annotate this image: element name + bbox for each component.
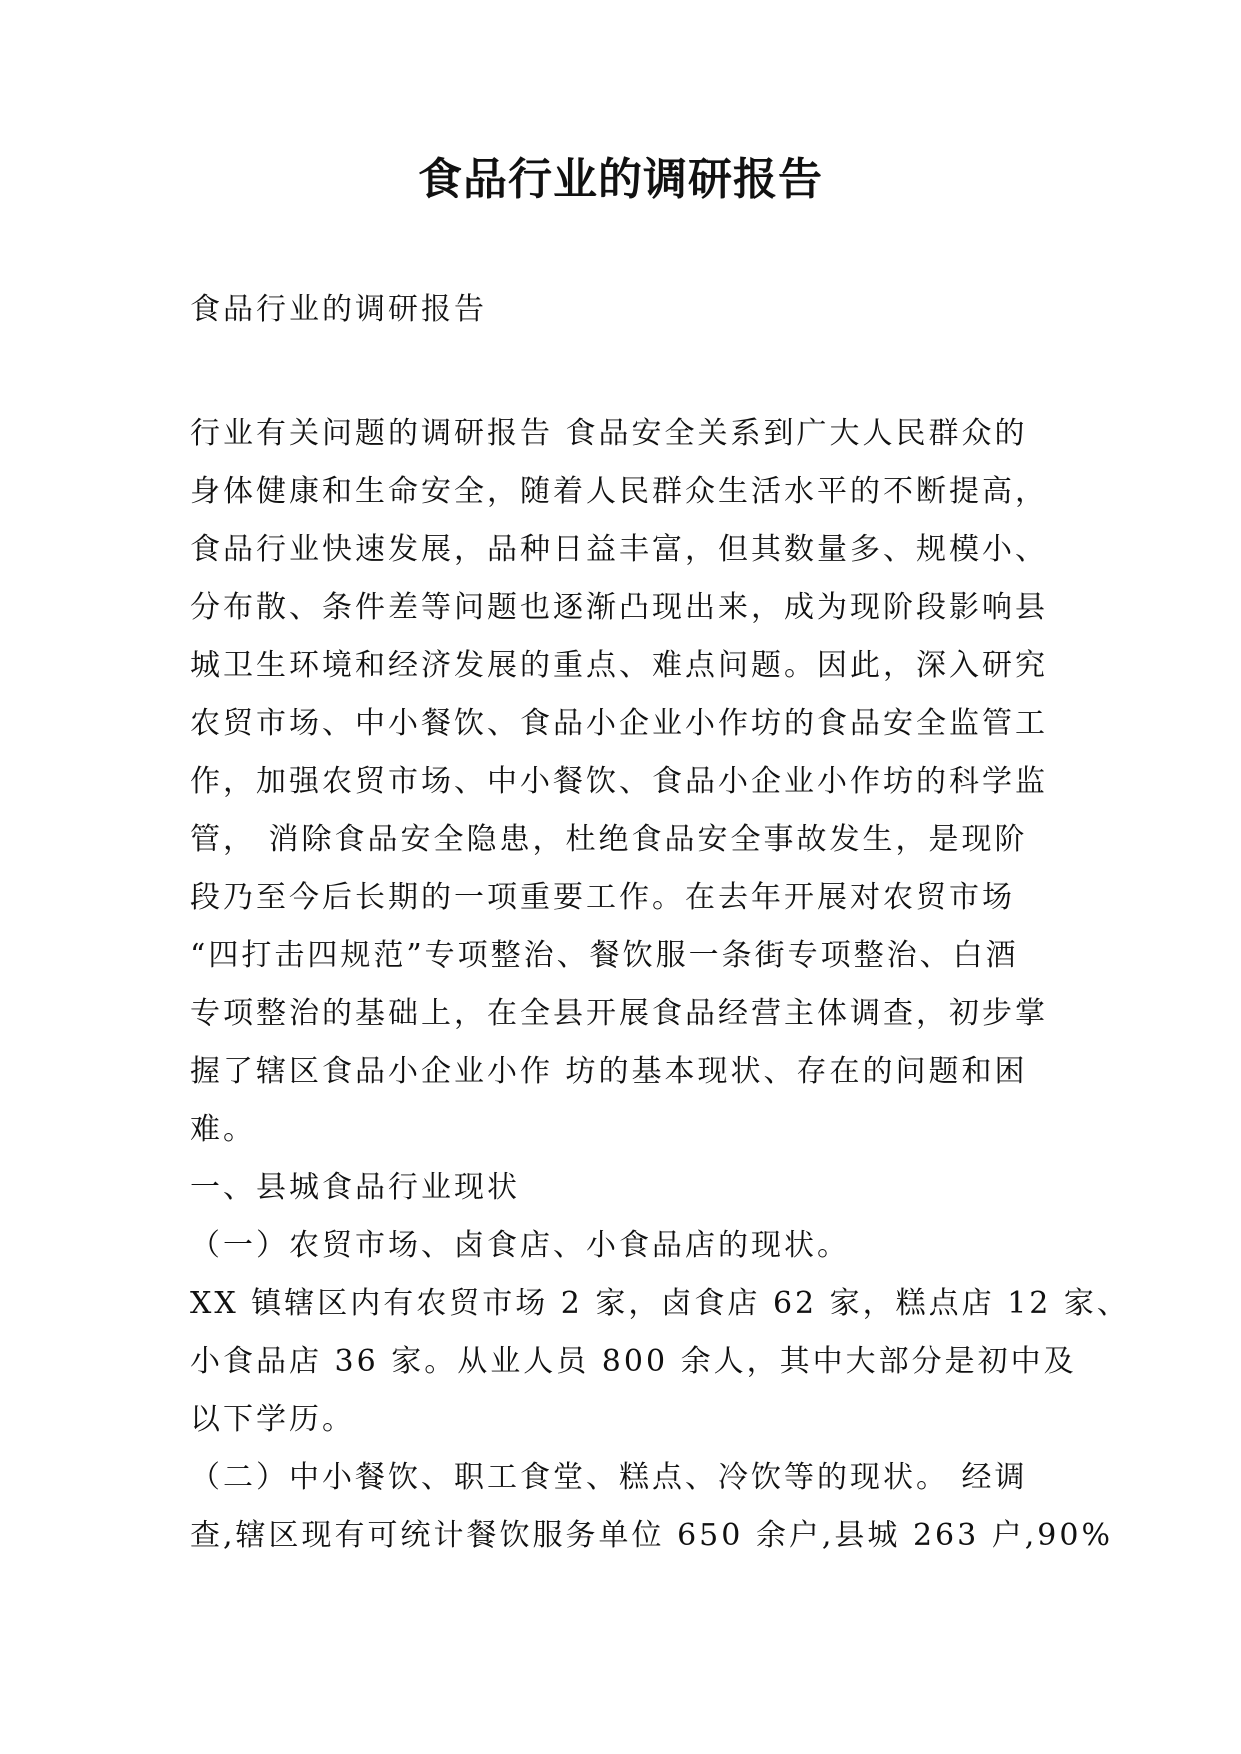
body-line: 专项整治的基础上，在全县开展食品经营主体调查，初步掌: [190, 996, 1048, 1031]
body-line: 握了辖区食品小企业小作 坊的基本现状、存在的问题和困: [190, 1054, 1028, 1089]
document-body: [190, 405, 1130, 1565]
body-line: XX 镇辖区内有农贸市场 2 家，卤食店 62 家，糕点店 12 家、: [190, 1286, 1130, 1321]
document-title: 食品行业的调研报告: [418, 154, 823, 205]
subsection-heading: （一）农贸市场、卤食店、小食品店的现状。: [190, 1228, 850, 1263]
body-line: 以下学历。: [190, 1402, 355, 1437]
body-line: 查,辖区现有可统计餐饮服务单位 650 余户,县城 263 户,90%: [190, 1518, 1113, 1553]
body-line: “四打击四规范”专项整治、餐饮服一条街专项整治、白酒: [190, 938, 1019, 973]
body-line: 管， 消除食品安全隐患，杜绝食品安全事故发生，是现阶: [190, 822, 1028, 857]
body-line: 行业有关问题的调研报告 食品安全关系到广大人民群众的: [190, 416, 1028, 451]
body-line: 农贸市场、中小餐饮、食品小企业小作坊的食品安全监管工: [190, 706, 1048, 741]
body-line: 城卫生环境和经济发展的重点、难点问题。因此，深入研究: [190, 648, 1048, 683]
body-line: 小食品店 36 家。从业人员 800 余人，其中大部分是初中及: [190, 1344, 1077, 1379]
subsection-heading: （二）中小餐饮、职工食堂、糕点、冷饮等的现状。 经调: [190, 1460, 1028, 1495]
body-line: 身体健康和生命安全，随着人民群众生活水平的不断提高，: [190, 474, 1048, 509]
body-line: 分布散、条件差等问题也逐渐凸现出来，成为现阶段影响县: [190, 590, 1048, 625]
body-line: 段乃至今后长期的一项重要工作。在去年开展对农贸市场: [190, 880, 1015, 915]
document-subtitle: 食品行业的调研报告: [190, 292, 487, 327]
body-line: 食品行业快速发展，品种日益丰富，但其数量多、规模小、: [190, 532, 1048, 567]
body-line: 难。: [190, 1112, 256, 1147]
body-line: 作，加强农贸市场、中小餐饮、食品小企业小作坊的科学监: [190, 764, 1048, 799]
section-heading: 一、县城食品行业现状: [190, 1170, 520, 1205]
